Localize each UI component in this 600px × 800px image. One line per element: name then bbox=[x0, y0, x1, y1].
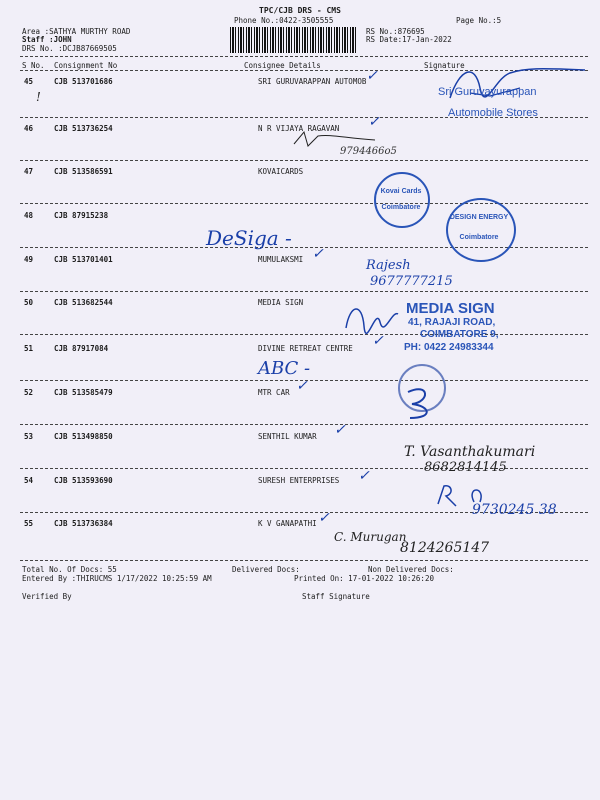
non-delivered-docs: Non Delivered Docs: bbox=[368, 565, 454, 574]
stamp-media-sign-addr1: 41, RAJAJI ROAD, bbox=[408, 317, 496, 328]
signature-52 bbox=[400, 382, 450, 422]
staff-label: Staff :JOHN bbox=[22, 35, 72, 44]
row-consignment: CJB 513585479 bbox=[54, 388, 113, 397]
handwritten-number: 9794466o5 bbox=[340, 146, 397, 157]
tick-mark-icon: ✓ bbox=[318, 510, 330, 526]
row-sno: 54 bbox=[24, 476, 34, 485]
row-consignment: CJB 513701686 bbox=[54, 77, 113, 86]
tick-mark-icon: ✓ bbox=[358, 468, 370, 484]
row-consignment: CJB 513701401 bbox=[54, 255, 113, 264]
row-sno: 47 bbox=[24, 167, 34, 176]
tick-mark-icon: ✓ bbox=[368, 114, 380, 130]
stamp-guruvayurappan-line2: Automobile Stores bbox=[448, 107, 538, 119]
col-consignment: Consignment No bbox=[54, 61, 118, 70]
tick-mark-icon: ✓ bbox=[296, 378, 308, 394]
row-divider bbox=[20, 291, 588, 292]
tick-mark-icon: ✓ bbox=[334, 422, 346, 438]
col-sno: S No. bbox=[22, 61, 45, 70]
row-consignee: K V GANAPATHI bbox=[258, 519, 317, 528]
row-consignee: SENTHIL KUMAR bbox=[258, 432, 317, 441]
page-number: Page No.:5 bbox=[456, 16, 502, 25]
row-consignment: CJB 513498850 bbox=[54, 432, 113, 441]
drs-number: DRS No. :DCJB87669505 bbox=[22, 44, 117, 53]
handwritten-number: 9677777215 bbox=[370, 274, 453, 289]
row-consignment: CJB 513586591 bbox=[54, 167, 113, 176]
row-consignee: MTR CAR bbox=[258, 388, 290, 397]
row-consignment: CJB 87917084 bbox=[54, 344, 109, 353]
table-row bbox=[0, 167, 600, 187]
handwritten-name: T. Vasanthakumari bbox=[404, 444, 536, 460]
tick-mark-icon: ✓ bbox=[366, 68, 378, 84]
row-divider bbox=[20, 424, 588, 425]
stamp-design-energy-name: DESIGN ENERGY bbox=[449, 214, 509, 221]
row-consignment: CJB 513593690 bbox=[54, 476, 113, 485]
row-consignment: CJB 513736254 bbox=[54, 124, 113, 133]
report-title: TPC/CJB DRS - CMS bbox=[259, 6, 341, 15]
row-consignee: MEDIA SIGN bbox=[258, 298, 304, 307]
rs-number: RS No.:876695 bbox=[366, 27, 425, 36]
delivered-docs: Delivered Docs: bbox=[232, 565, 300, 574]
pen-mark-icon: ! bbox=[36, 90, 41, 104]
row-sno: 48 bbox=[24, 211, 34, 220]
row-consignee: KOVAICARDS bbox=[258, 167, 304, 176]
row-sno: 51 bbox=[24, 344, 34, 353]
row-consignee: SURESH ENTERPRISES bbox=[258, 476, 340, 485]
verified-by: Verified By bbox=[22, 592, 72, 601]
phone-number: Phone No.:0422-3505555 bbox=[234, 16, 334, 25]
printed-on: Printed On: 17-01-2022 10:26:20 bbox=[294, 574, 434, 583]
divider bbox=[20, 56, 588, 57]
stamp-media-sign-phone: PH: 0422 24983344 bbox=[404, 342, 494, 353]
table-row bbox=[0, 298, 600, 318]
col-signature: Signature bbox=[424, 61, 465, 70]
tick-mark-icon: ✓ bbox=[312, 246, 324, 262]
stamp-media-sign-name: MEDIA SIGN bbox=[406, 300, 495, 317]
row-consignment: CJB 87915238 bbox=[54, 211, 109, 220]
row-consignee: N R VIJAYA RAGAVAN bbox=[258, 124, 340, 133]
stamp-kovai-cards-name: Kovai Cards bbox=[380, 188, 422, 195]
table-row bbox=[0, 255, 600, 275]
total-docs: Total No. Of Docs: 55 bbox=[22, 565, 117, 574]
handwritten-text: DeSiga - bbox=[206, 226, 292, 250]
stamp-kovai-cards-city: Coimbatore bbox=[381, 204, 421, 211]
rs-date: RS Date:17-Jan-2022 bbox=[366, 35, 452, 44]
row-sno: 49 bbox=[24, 255, 34, 264]
handwritten-number: 8682814145 bbox=[424, 460, 507, 475]
handwritten-number: 9730245 38 bbox=[472, 502, 557, 518]
handwritten-text: ABC - bbox=[258, 358, 311, 379]
entered-by: Entered By :THIRUCMS 1/17/2022 10:25:59 AM bbox=[22, 574, 212, 583]
table-row bbox=[0, 476, 600, 496]
row-sno: 46 bbox=[24, 124, 34, 133]
table-row bbox=[0, 519, 600, 539]
stamp-guruvayurappan-line1: Sri Guruvayurappan bbox=[438, 86, 537, 98]
row-divider bbox=[20, 203, 588, 204]
signature-50 bbox=[340, 296, 400, 336]
row-consignee: SRI GURUVARAPPAN AUTOMOB bbox=[258, 77, 367, 86]
row-sno: 52 bbox=[24, 388, 34, 397]
handwritten-name: C. Murugan bbox=[334, 530, 407, 544]
staff-signature: Staff Signature bbox=[302, 592, 370, 601]
stamp-kovai-cards bbox=[374, 172, 430, 228]
row-consignment: CJB 513682544 bbox=[54, 298, 113, 307]
row-divider bbox=[20, 560, 588, 561]
row-consignee: DIVINE RETREAT CENTRE bbox=[258, 344, 353, 353]
row-divider bbox=[20, 160, 588, 161]
handwritten-name: Rajesh bbox=[366, 258, 411, 273]
row-sno: 53 bbox=[24, 432, 34, 441]
row-sno: 45 bbox=[24, 77, 34, 86]
area-label: Area :SATHYA MURTHY ROAD bbox=[22, 27, 131, 36]
signature-45 bbox=[440, 58, 590, 108]
stamp-design-energy bbox=[446, 198, 516, 262]
row-consignment: CJB 513736384 bbox=[54, 519, 113, 528]
col-consignee: Consignee Details bbox=[244, 61, 321, 70]
tick-mark-icon: ✓ bbox=[372, 333, 384, 349]
row-sno: 50 bbox=[24, 298, 34, 307]
row-divider bbox=[20, 334, 588, 335]
barcode bbox=[230, 27, 358, 53]
row-consignee: MUMULAKSMI bbox=[258, 255, 304, 264]
stamp-media-sign-addr2: COIMBATORE 9, bbox=[420, 329, 499, 340]
row-sno: 55 bbox=[24, 519, 34, 528]
stamp-design-energy-city: Coimbatore bbox=[459, 234, 499, 241]
handwritten-number: 8124265147 bbox=[400, 540, 490, 556]
